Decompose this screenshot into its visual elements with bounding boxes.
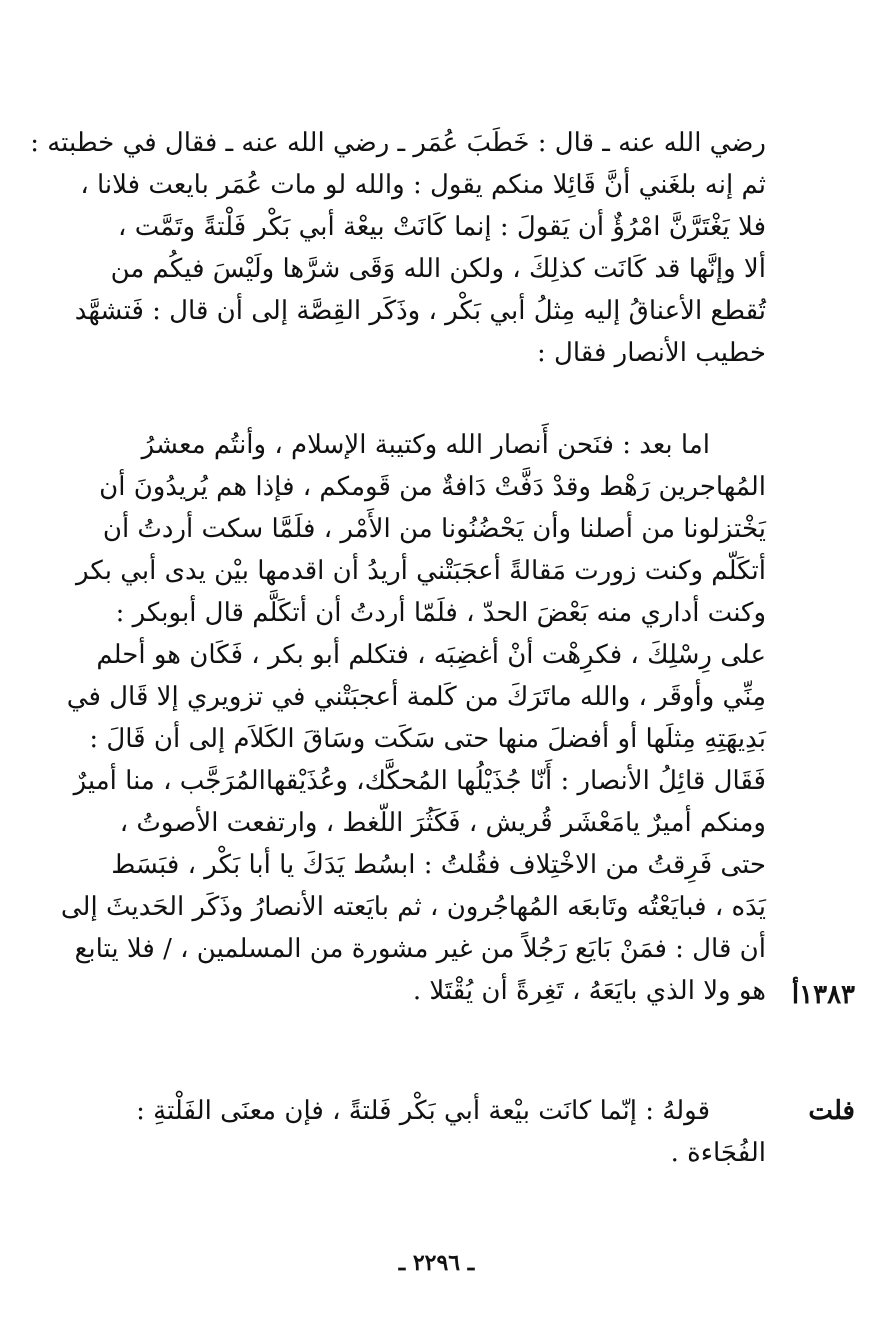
text-line: ثم إنه بلغَني أنَّ قَائِلا منكم يقول : والله لو مات عُمَر بايعت فلانا ، <box>80 170 766 200</box>
text-line: على رِسْلِكَ ، فكرِهْت أنْ أغضِبَه ، فتكلم أبو بكر ، فَكَان هو أحلم <box>96 640 766 670</box>
text-line: يَخْتزلونا من أصلنا وأن يَحْضُنُونا من الأَمْر ، فلَمَّا سكت أردتُ أن <box>102 514 766 544</box>
text-line: أن قال : فمَنْ بَايَع رَجُلاً من غير مشورة من المسلمين ، / فلا يتابع <box>74 934 766 964</box>
speech-paragraph <box>60 424 766 1012</box>
text-line: تُقطع الأعناقُ إليه مِثلُ أبي بَكْر ، وذَكَر القِصَّة إلى أن قال : فَتشهَّد <box>74 296 766 326</box>
intro-paragraph <box>30 122 766 374</box>
text-line: فَقَال قائِلُ الأنصار : أَنّا جُذَيْلُها المُحكَّك، وعُذَيْقهاالمُرَجَّب ، منا أميرٌ <box>73 766 766 796</box>
text-line: فلا يَغْتَرَّنَّ امْرُؤٌ أن يَقولَ : إنما كَانَتْ بيعْة أبي بَكْر فَلْتةً وتَمَّت ، <box>118 212 766 242</box>
hadith-number: ١٣٨٣أ <box>791 980 855 1010</box>
text-line: ومنكم أميرٌ يامَعْشَر قُريش ، فَكَثُرَ اللّغط ، وارتفعت الأصوتُ ، <box>119 808 766 838</box>
text-line: قولهُ : إنّما كانَت بيْعة أبي بَكْر فَلتةً ، فإن معنَى الفَلْتةِ : <box>136 1096 710 1126</box>
text-line: حتى فَرِقتُ من الاخْتِلاف فقُلتُ : ابسُط يَدَكَ يا أبا بَكْر ، فبَسَط <box>111 850 766 880</box>
note-label: فلت <box>808 1096 855 1126</box>
text-line: رضي الله عنه ـ قال : خَطَبَ عُمَر ـ رضي الله عنه ـ فقال في خطبته : <box>30 128 766 158</box>
page-number: ـ ٢٢٩٦ ـ <box>398 1250 475 1276</box>
text-line: بَدِيهَتِهِ مِثلَها أو أفضلَ منها حتى سَكَت وسَاقَ الكَلاَم إلى أن قَالَ : <box>89 724 766 754</box>
text-line: الفُجَاءة . <box>670 1138 766 1168</box>
text-line: اما بعد : فنَحن أَنصار الله وكتيبة الإسلام ، وأنتُم معشرُ <box>141 430 710 460</box>
text-line: أتكَلّم وكنت زورت مَقالةً أعجَبَتْني أريدُ أن اقدمها بيْن يدى أبي بكر <box>76 556 766 586</box>
text-line: هو ولا الذي بايَعَهُ ، تَغِرةً أن يُقْتَلا . <box>412 976 766 1006</box>
note-paragraph <box>106 1090 766 1174</box>
text-line: المُهاجرين رَهْط وقدْ دَفَّتْ دَافةٌ من قَومكم ، فإذا هم يُريدُونَ أن <box>99 472 766 502</box>
text-line: يَدَه ، فبايَعْتُه وتَابعَه المُهاجُرون ، ثم بايَعته الأنصارُ وذَكَر الحَديثَ إلى <box>60 892 766 922</box>
text-line: ألا وإنَّها قد كَانَت كذلِكَ ، ولكن الله وَقَى شرَّها ولَيْسَ فيكُم من <box>110 254 766 284</box>
text-line: وكنت أداري منه بَعْضَ الحدّ ، فلَمّا أردتُ أن أتكَلَّم قال أبوبكر : <box>115 598 766 628</box>
text-line: مِنِّي وأوقَر ، والله ماتَرَكَ من كَلمة أعجبَتْني في تزويري إلا قَال في <box>66 682 766 712</box>
text-line: خطيب الأنصار فقال : <box>536 338 766 368</box>
